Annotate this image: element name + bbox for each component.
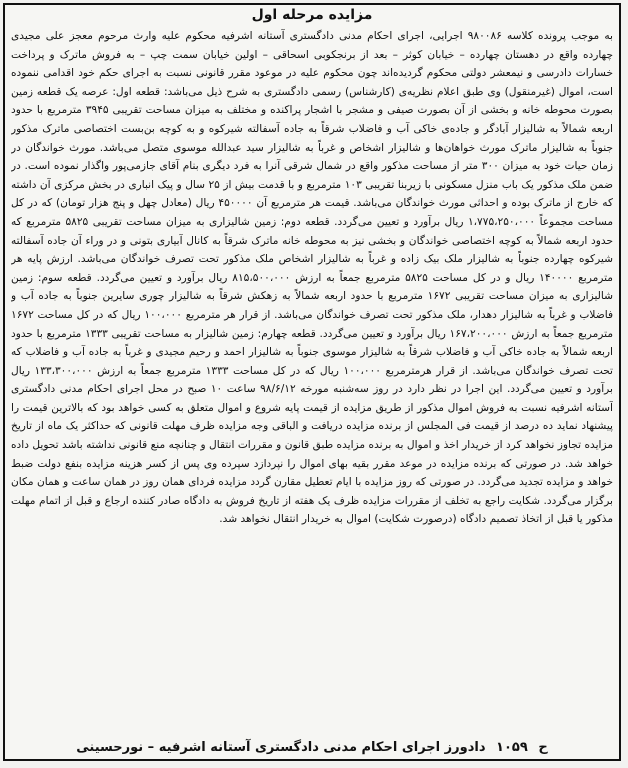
footer-signature: دادورز اجرای احکام مدنی دادگستری آستانه اشرفیه – نورحسینی: [76, 740, 486, 755]
notice-footer: [5, 740, 619, 755]
footer-prefix: ح: [538, 740, 548, 755]
auction-notice: [3, 3, 621, 761]
notice-title: مزایده مرحله اول: [251, 7, 373, 23]
footer-number: ۱۰۵۹: [496, 740, 528, 755]
notice-body: به موجب پرونده کلاسه ۹۸۰۰۸۶ اجرایی، اجرای احکام مدنی دادگستری آستانه اشرفیه محکوم علیه وارث مرحوم معجز علی مجیدی چهارده واقع در دهستان چهارده – خیابان کوثر – بعد از برنجکوبی اسحاقی – اولین خیابان سمت چپ – به فروش ماترک و پرداخت خسارات دادرسی و نیمعشر دولتی محکوم گردیده‌اند چون محکوم علیه در موعود مقرر قانونی نسبت به اجرای حکم خود اقدامی ننموده است، اموال (غیرمنقول) وی طبق اعلام نظریه‌ی (کارشناس) رسمی دادگستری به شرح ذیل می‌باشد: قطعه اول: عرصه یک قطعه زمین بصورت محوطه خانه و بخشی از آن بصورت صیفی و مشجر با اشجار پراکنده و مختلف به میزان مساحت تقریبی ۳۹۴۵ مترمربع با حدود اربعه شمالاً به شالیزار آبادگر و جاده‌ی خاکی آب و فاضلاب شرقاً به جاده آسفالته شیرکوه و به کوچه بن‌بست اختصاصی ماترک مذکور جنوباً به شالیزار ماترک مورث خواهان‌ها و شالیزار اشخاص و غرباً به شالیزار سید عبدالله موسوی متصل می‌باشد. مورث خواندگان در زمان حیات خود به میزان ۳۰۰ متر از مساحت مذکور واقع در شمال شرقی آنرا به فرد دیگری بنام آقای جازمی‌پور واگذار نموده است. در ضمن ملک مذکور یک باب منزل مسکونی با زیربنا تقریبی ۱۰۳ مترمربع و با قدمت بیش از ۲۵ سال و پیک انباری در بخش مرکزی آن داشته که خارج از ماترک بوده و احداثی مورث خواندگان می‌باشد. قیمت هر مترمربع آن ۴۵۰۰۰۰ ریال (معادل چهل و پنج هزار تومان) که در کل مساحت مجموعاً ۱،۷۷۵،۲۵۰،۰۰۰ ریال برآورد و تعیین می‌گردد. قطعه دوم: زمین شالیزاری به میزان مساحت تقریبی ۵۸۲۵ مترمربع که حدود اربعه شمالاً به کوچه اختصاصی خواندگان و بخشی نیز به محوطه خانه ماترک شرقاً به کانال آبیاری بتونی و در وراء آن جاده آسفالته شیرکوه چهارده جنوباً به شالیزار ملک بیک زاده و غرباً به شالیزار اشخاص ملک مذکور تحت تصرف خواندگان می‌باشد. ارزش پایه هر مترمربع ۱۴۰۰۰۰ ریال و در کل مساحت ۵۸۲۵ مترمربع جمعاً به ارزش ۸۱۵،۵۰۰،۰۰۰ ریال برآورد و تعیین می‌گردد. قطعه سوم: زمین شالیزاری به میزان مساحت تقریبی ۱۶۷۲ مترمربع با حدود اربعه شمالاً به زهکش شرقاً به شالیزار چوری سایرین جنوباً به جاده آب و فاضلاب و غرباً به شالیزار دهدار، ملک مذکور تحت تصرف خواندگان می‌باشد. از قرار هر مترمربع ۱۰۰،۰۰۰ ریال که در کل مساحت ۱۶۷۲ مترمربع جمعاً به ارزش ۱۶۷،۲۰۰،۰۰۰ ریال برآورد و تعیین می‌گردد. قطعه چهارم: زمین شالیزار به مساحت تقریبی ۱۳۳۳ مترمربع با حدود اربعه شمالاً به جاده خاکی آب و فاضلاب شرقاً به شالیزار موسوی جنوباً به شالیزار احمد و رحیم مجیدی و غرباً به جاده آب و فاضلاب که تحت تصرف خواندگان می‌باشد. از قرار هرمترمربع ۱۰۰،۰۰۰ ریال که در کل مساحت ۱۳۳۳ مترمربع جمعاً به ارزش ۱۳۳،۳۰۰،۰۰۰ ریال برآورد و تعیین می‌گردد. این اجرا در نظر دارد در روز سه‌شنبه مورخه ۹۸/۶/۱۲ ساعت ۱۰ صبح در محل اجرای احکام مدنی دادگستری آستانه اشرفیه نسبت به فروش اموال مذکور از طریق مزایده از قیمت پایه شروع و اموال متعلق به کسی خواهد بود که بالاترین قیمت را پیشنهاد نماید ده درصد از قیمت فی المجلس از برنده مزایده دریافت و الباقی وجه مزایده ظرف مهلت قانونی که حداکثر یک ماه از تاریخ مزایده تجاوز نخواهد کرد از خریدار اخذ و اموال به برنده مزایده طبق قانون و مقررات انتقال و چنانچه منع قانونی نداشته باشد تحویل داده خواهد شد. در صورتی که برنده مزایده در موعد مقرر بقیه بهای اموال را نپردازد سپرده وی پس از کسر هزینه مزایده بنفع دولت ضبط خواهد و مزایده تجدید می‌گردد. در صورتی که روز مزایده با ایام تعطیل مقارن گردد مزایده فردای همان روز در همان ساعت و همان مکان برگزار می‌گردد. شکایت راجع به تخلف از مقررات مزایده ظرف یک هفته از تاریخ فروش به دادگاه صادر کننده ارجاع و قبل از اتمام مهلت مذکور یا قبل از اتخاذ تصمیم دادگاه (درصورت شکایت) اموال به خریدار انتقال نخواهد شد.: [11, 30, 613, 526]
